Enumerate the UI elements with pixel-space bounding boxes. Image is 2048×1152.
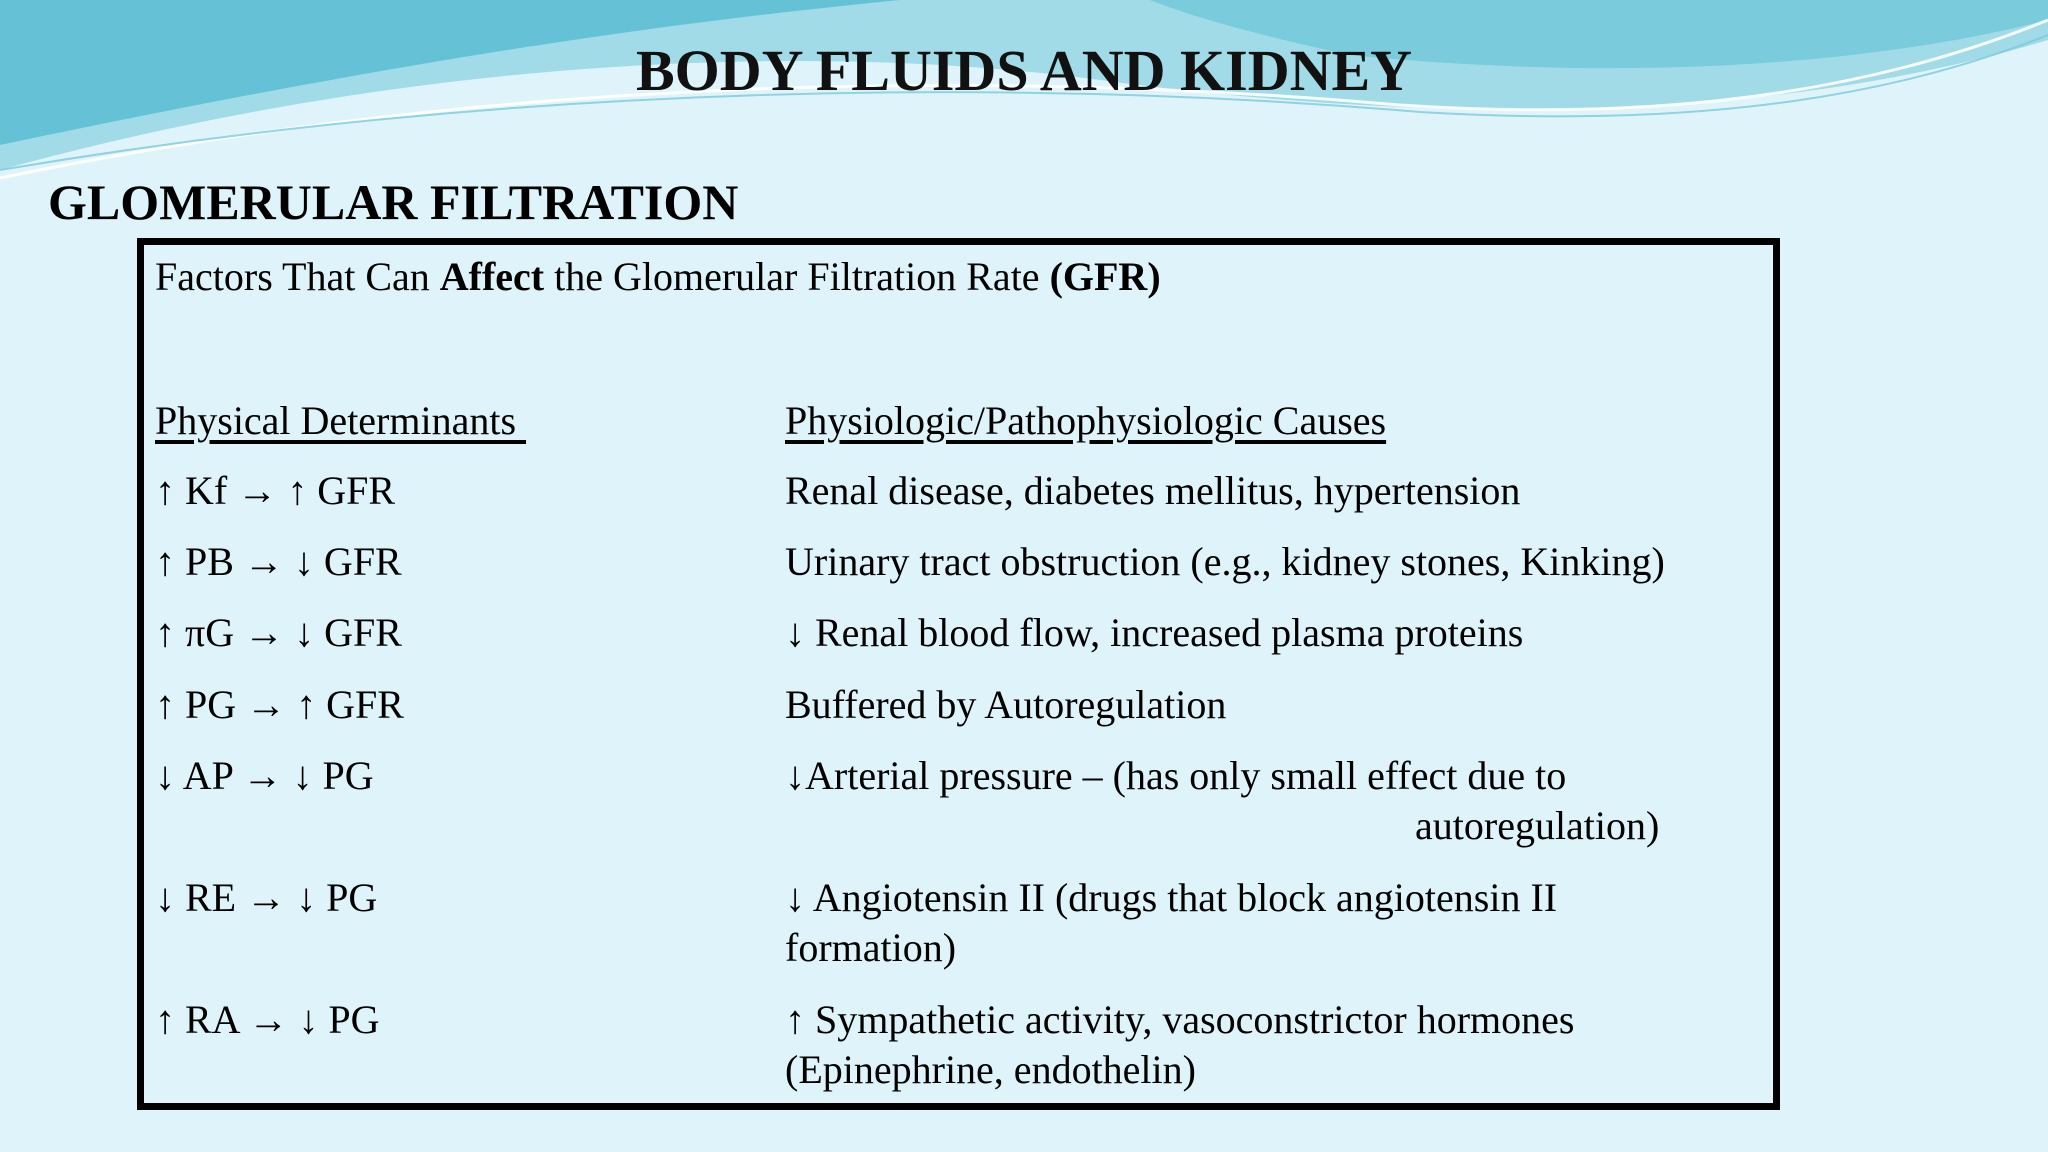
cause-line: Buffered by Autoregulation: [785, 682, 1227, 727]
determinant-cell: ↓ AP → ↓ PG: [155, 753, 374, 798]
table-border: [137, 238, 1780, 1110]
cause-cell: [785, 680, 1725, 730]
cause-cell: [785, 873, 1725, 973]
cause-cell: [785, 466, 1725, 516]
cause-line: ↓Arterial pressure – (has only small effect due to: [785, 753, 1567, 798]
cause-cell: [785, 751, 1725, 851]
table-caption: [155, 252, 1161, 302]
determinant-cell: ↑ PB → ↓ GFR: [155, 539, 402, 584]
determinant-cell: ↑ Kf → ↑ GFR: [155, 468, 396, 513]
cause-line: Urinary tract obstruction (e.g., kidney stones, Kinking): [785, 539, 1665, 584]
determinant-cell: ↑ PG → ↑ GFR: [155, 682, 404, 727]
determinant-cell: ↑ πG → ↓ GFR: [155, 610, 402, 655]
determinant-cell: ↓ RE → ↓ PG: [155, 875, 378, 920]
column-header-physical-determinants: Physical Determinants: [155, 398, 527, 443]
cause-line: Renal disease, diabetes mellitus, hypertension: [785, 468, 1521, 513]
caption-bold-affect: Affect: [439, 254, 545, 299]
cause-cell: [785, 537, 1725, 587]
slide-title: BODY FLUIDS AND KIDNEY: [635, 38, 1413, 103]
cause-line: autoregulation): [1415, 803, 1660, 848]
section-title: GLOMERULAR FILTRATION: [48, 174, 739, 230]
determinant-cell: ↑ RA → ↓ PG: [155, 997, 380, 1042]
caption-text: Factors That Can: [155, 254, 440, 299]
cause-line: ↓ Renal blood flow, increased plasma proteins: [785, 610, 1524, 655]
cause-cell: [785, 995, 1725, 1095]
cause-line: (Epinephrine, endothelin): [785, 1047, 1196, 1092]
column-header-causes: Physiologic/Pathophysiologic Causes: [785, 398, 1387, 443]
cause-line: formation): [785, 925, 957, 970]
caption-bold-gfr: (GFR): [1049, 254, 1161, 299]
caption-text-2: the Glomerular Filtration Rate: [544, 254, 1050, 299]
cause-cell: [785, 608, 1725, 658]
cause-line: ↑ Sympathetic activity, vasoconstrictor hormones: [785, 997, 1575, 1042]
cause-line: ↓ Angiotensin II (drugs that block angiotensin II: [785, 875, 1558, 920]
